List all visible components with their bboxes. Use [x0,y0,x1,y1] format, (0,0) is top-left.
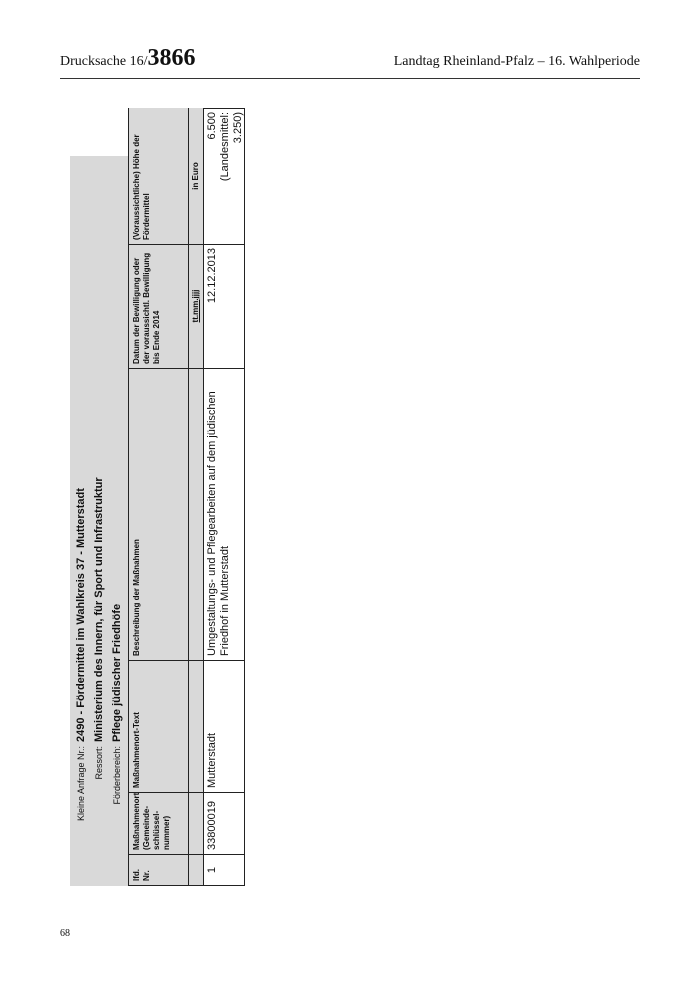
bereich-label: Förderbereich: [112,746,122,805]
document-number-prefix: Drucksache 16/ [60,54,148,69]
header-datum: Datum der Bewilligung oder der voraussichtl. Bewilligung bis Ende 2014 [129,244,189,368]
anfrage-label: Kleine Anfrage Nr.: [76,746,86,822]
page-number: 68 [60,928,70,939]
ressort-value: Ministerium des Innern, für Sport und Infrastruktur [93,477,105,742]
cell-beschreibung: Umgestaltungs- und Pflegearbeiten auf dem jüdischen Friedhof in Mutterstadt [206,391,231,656]
column-datum [129,244,244,369]
header-ort: Maßnahmenort (Gemeinde-schlüssel-nummer) [129,792,189,854]
column-beschreibung [129,368,244,661]
unit-nr [189,855,204,885]
cell-ort: 33800019 [206,801,218,850]
unit-beschreibung [189,368,204,660]
header-nr: lfd. Nr. [129,855,189,885]
cell-hoehe [203,108,244,244]
document-number-value: 3866 [147,45,196,71]
unit-hoehe: in Euro [189,108,204,244]
cell-nr: 1 [206,866,218,874]
anfrage-value: 2490 - Fördermittel im Wahlkreis 37 - Mutterstadt [75,488,87,742]
parliament-title: Landtag Rheinland-Pfalz – 16. Wahlperiode [393,54,640,69]
column-ort [129,792,244,855]
bereich-value: Pflege jüdischer Friedhöfe [111,603,123,742]
header-beschreibung: Beschreibung der Maßnahmen [129,368,189,660]
ressort-label: Ressort: [94,746,104,780]
unit-ort-text [189,660,204,792]
rotated-content [70,108,245,886]
info-box [70,156,128,886]
column-nr [129,855,244,885]
cell-datum: 12.12.2013 [206,248,218,304]
hoehe-amount: 6.500 [206,112,218,140]
cell-ort-text: Mutterstadt [206,732,218,788]
document-number [60,45,195,72]
header-ort-text: Maßnahmenort-Text [129,660,189,792]
hoehe-landesmittel-label: (Landesmittel: [219,112,231,182]
unit-ort [189,792,204,854]
unit-datum: tt.mm.jjjj [189,244,204,368]
header-hoehe: (Voraussichtliche) Höhe der Fördermittel [129,108,189,244]
column-ort-text [129,660,244,793]
column-hoehe [129,108,244,245]
hoehe-landesmittel-amount: 3.250) [232,112,244,144]
measures-table [128,108,245,886]
page-header [60,42,640,79]
